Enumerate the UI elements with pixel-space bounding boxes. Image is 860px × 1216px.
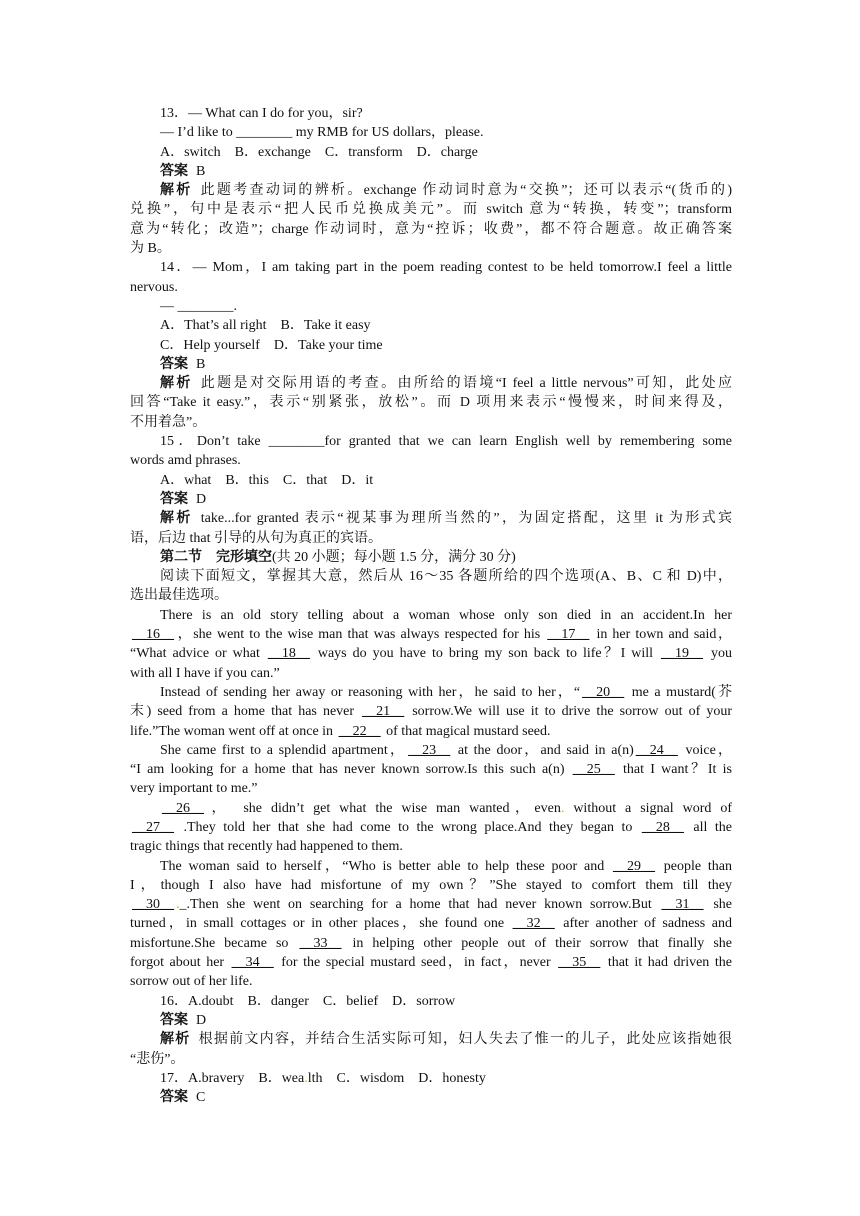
passage-line: with all I have if you can.”	[130, 665, 280, 681]
question-14-answer	[130, 355, 732, 374]
blank-25: __25__	[572, 762, 615, 778]
passage-line: sorrow out of her life.	[130, 974, 253, 990]
passage-text: turned，in small cottages or in other places，she found one	[130, 916, 505, 932]
passage-line	[130, 895, 732, 914]
passage-text: without a signal word of	[573, 800, 732, 816]
analysis-text: 此题是对交际用语的考查。由所给的语境“I feel a little nervous”可知，此处应	[200, 376, 732, 392]
blank-16: __16__	[132, 627, 174, 643]
blank-23: __23__	[408, 742, 451, 758]
passage-text: ways do you have to bring my son back to life？I will	[317, 646, 654, 662]
analysis-line: 回答“Take it easy.”，表示“别紧张，放松”。而 D 项用来表示“慢慢来，时间来得及，	[130, 395, 732, 411]
passage-text: me a mustard(芥	[631, 684, 733, 700]
answer-value: B	[196, 163, 206, 179]
passage-text: “What advice or what	[130, 646, 260, 662]
section-instruction: 阅读下面短文，掌握其大意，然后从 16～35 各题所给的四个选项(A、B、C 和 D)中，	[160, 569, 732, 585]
passage-line	[130, 799, 732, 818]
blank-17: __17__	[547, 627, 590, 643]
passage-line	[130, 760, 732, 779]
passage-text: 末) seed from a home that has never	[130, 704, 355, 720]
passage-text: Instead of sending her away or reasoning with her，he said to her，“	[160, 684, 581, 700]
passage-text: “I am looking for a home that has never known sorrow.Is this such a(n)	[130, 762, 565, 778]
section-title: 第二节 完形填空	[160, 549, 272, 565]
passage-text: She came first to a splendid apartment，	[160, 742, 407, 758]
analysis-label: 解析	[160, 376, 193, 392]
analysis-label: 解析	[160, 183, 193, 199]
passage-text: misfortune.She became so	[130, 935, 289, 951]
analysis-line: 语，后边 that 引导的从句为真正的宾语。	[130, 530, 382, 546]
passage-text: The woman said to herself，“Who is better able to help these poor and	[160, 858, 605, 874]
passage-line: I，though I also have had misfortune of my own？”She stayed to comfort them till they	[130, 877, 732, 893]
question-14-options-1: A．That’s all right B．Take it easy	[160, 318, 371, 334]
passage-line	[130, 914, 732, 933]
question-17-options	[130, 1069, 732, 1088]
passage-text: _.Then she went on searching for a home that had never known sorrow.But	[179, 897, 652, 913]
blank-18: __18__	[267, 646, 310, 662]
question-14-line3: — ________.	[160, 298, 237, 314]
passage-text: you	[711, 646, 732, 662]
answer-label: 答案	[160, 356, 188, 372]
passage-line	[130, 818, 732, 837]
question-14-options-2: C．Help yourself D．Take your time	[160, 337, 383, 353]
analysis-line: 为 B。	[130, 241, 171, 257]
question-15-answer	[130, 490, 732, 509]
blank-32: __32__	[512, 916, 555, 932]
question-14-analysis	[130, 374, 732, 393]
analysis-line: “悲伤”。	[130, 1051, 185, 1067]
question-13-analysis	[130, 181, 732, 200]
analysis-line: 不用着急”。	[130, 414, 207, 430]
passage-text: forgot about her	[130, 955, 225, 971]
analysis-label: 解析	[160, 511, 193, 527]
passage-line	[130, 683, 732, 702]
blank-35: __35__	[558, 955, 601, 971]
passage-text: sorrow.We will use it to drive the sorrow out of your	[412, 704, 732, 720]
answer-label: 答案	[160, 163, 188, 179]
question-16-answer	[130, 1011, 732, 1030]
blank-27: __27__	[132, 819, 174, 835]
question-15-analysis	[130, 509, 732, 528]
question-13-options: A．switch B．exchange C．transform D．charge	[160, 144, 478, 160]
answer-value: C	[196, 1090, 206, 1106]
passage-line	[130, 857, 732, 876]
question-15-line2: words amd phrases.	[130, 453, 241, 469]
question-16-analysis	[130, 1030, 732, 1049]
passage-text: ，she went to the wise man that was always respected for his	[176, 627, 541, 643]
passage-line	[130, 702, 732, 721]
passage-text: voice，	[685, 742, 733, 758]
analysis-line: 意为“转化；改造”；charge 作动词时，意为“控诉；收费”，都不符合题意。故正确答案	[130, 221, 732, 237]
highlight-mark: .	[560, 800, 565, 816]
passage-line: tragic things that recently had happened to them.	[130, 839, 403, 855]
question-15-options: A．what B．this C．that D．it	[160, 472, 374, 488]
question-14-line2: nervous.	[130, 279, 178, 295]
section-heading	[130, 548, 732, 567]
passage-text: people than	[663, 858, 733, 874]
options-text: lth C．wisdom D．honesty	[307, 1070, 486, 1086]
analysis-text: 根据前文内容，并结合生活实际可知，妇人失去了惟一的儿子，此处应该指她很	[198, 1032, 733, 1048]
blank-22: __22__	[338, 723, 381, 739]
blank-26: __26__	[162, 800, 204, 816]
blank-21: __21__	[362, 704, 405, 720]
answer-value: D	[196, 1012, 207, 1028]
question-16-options: 16．A.doubt B．danger C．belief D．sorrow	[160, 993, 456, 1009]
passage-line: There is an old story telling about a woman whose only son died in an accident.In her	[160, 607, 732, 623]
section-instruction: 选出最佳选项。	[130, 588, 228, 604]
analysis-text: 此题考查动词的辨析。exchange 作动词时意为“交换”；还可以表示“(货币的)	[200, 183, 732, 199]
blank-30: __30__	[132, 897, 174, 913]
passage-text: ， she didn’t get what the wise man wanted，even	[206, 800, 561, 816]
passage-text: in her town and said，	[596, 627, 733, 643]
answer-value: B	[196, 356, 206, 372]
passage-text: that it had driven the	[607, 955, 732, 971]
passage-text: at the door，and said in a(n)	[457, 742, 634, 758]
passage-text: all the	[693, 819, 733, 835]
blank-19: __19__	[661, 646, 704, 662]
blank-31: __31__	[661, 897, 704, 913]
analysis-line: 兑换”，句中是表示“把人民币兑换成美元”。而 switch 意为“转换，转变”；transform	[130, 202, 732, 218]
answer-label: 答案	[160, 1090, 188, 1106]
passage-line	[130, 953, 732, 972]
passage-text: in helping other people out of their sorrow that finally she	[352, 935, 732, 951]
passage-text: of that magical mustard seed.	[386, 723, 551, 739]
passage-line	[130, 741, 732, 760]
question-14-line1: 14．— Mom，I am taking part in the poem reading contest to be held tomorrow.I feel a little	[160, 260, 732, 276]
passage-text: after another of sadness and	[563, 916, 733, 932]
passage-line	[130, 722, 732, 741]
analysis-text: take...for granted 表示“视某事为理所当然的”，为固定搭配，这里 it 为形式宾	[200, 511, 733, 527]
section-info: (共 20 小题；每小题 1.5 分，满分 30 分)	[272, 549, 516, 565]
passage-text: for the special mustard seed，in fact，never	[281, 955, 551, 971]
answer-label: 答案	[160, 491, 188, 507]
analysis-label: 解析	[160, 1032, 191, 1048]
blank-24: __24__	[635, 742, 678, 758]
passage-line	[130, 625, 732, 644]
passage-text: .They told her that she had come to the wrong place.And they began to	[183, 819, 633, 835]
answer-value: D	[196, 491, 207, 507]
question-13-line1: 13．— What can I do for you，sir?	[160, 106, 363, 121]
blank-28: __28__	[641, 819, 684, 835]
blank-29: __29__	[613, 858, 655, 874]
blank-33: __33__	[299, 935, 342, 951]
blank-34: __34__	[231, 955, 274, 971]
passage-text: life.”The woman went off at once in	[130, 723, 334, 739]
question-13-line2: — I’d like to ________ my RMB for US dollars，please.	[160, 125, 484, 141]
highlight-mark: .	[304, 1070, 308, 1086]
passage-line	[130, 644, 732, 663]
passage-line: very important to me.”	[130, 781, 258, 797]
passage-text: she	[713, 897, 732, 913]
passage-text: that I want？It is	[623, 762, 732, 778]
highlight-mark: .	[176, 897, 180, 913]
document-page	[130, 104, 732, 1107]
question-15-line1: 15．Don’t take ________for granted that we can learn English well by remembering some	[160, 434, 732, 450]
blank-20: __20__	[582, 684, 625, 700]
answer-label: 答案	[160, 1012, 188, 1028]
options-text: 17．A.bravery B．wea	[160, 1070, 305, 1086]
question-13-answer	[130, 162, 732, 181]
passage-line	[130, 934, 732, 953]
question-17-answer	[130, 1088, 732, 1107]
